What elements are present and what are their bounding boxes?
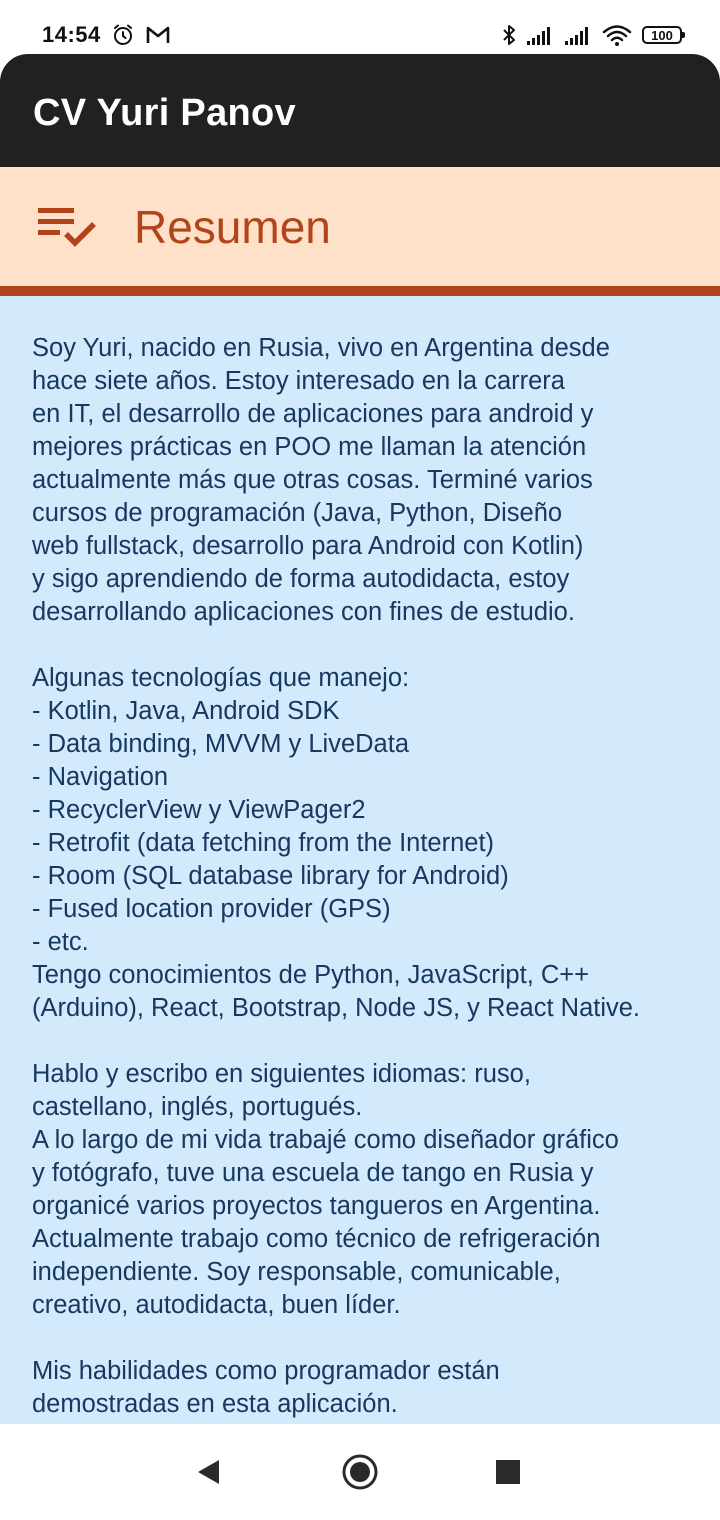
bluetooth-icon xyxy=(502,23,516,47)
app-title: CV Yuri Panov xyxy=(33,92,296,134)
home-icon xyxy=(341,1453,379,1491)
signal-icon xyxy=(526,24,554,46)
section-header xyxy=(0,167,720,286)
back-button[interactable] xyxy=(188,1452,228,1492)
back-icon xyxy=(195,1458,221,1486)
alarm-icon xyxy=(111,23,135,47)
playlist-check-icon xyxy=(36,204,98,250)
gmail-icon xyxy=(145,24,171,46)
summary-text: Soy Yuri, nacido en Rusia, vivo en Argentina desde hace siete años. Estoy interesado en la carrera en IT, el desarrollo de aplicaciones para android y mejores prácticas en POO me llaman la atención actualmente más que otras cosas. Terminé varios cursos de programación (Java, Python, Diseño web fullstack, desarrollo para Android con Kotlin) y sigo aprendiendo de forma autodidacta, estoy desarrollando aplicaciones con fines de estudio. Algunas tecnologías que manejo: - Kotlin, Java, Android SDK - Data binding, MVVM y LiveData - Navigation - RecyclerView y ViewPager2 - Retrofit (data fetching from the Internet) - Room (SQL database library for Android) - Fused location provider (GPS) - etc. Tengo conocimientos de Python, JavaScript, C++ (Arduino), React, Bootstrap, Node JS, y React Native. Hablo y escribo en siguientes idiomas: ruso, castellano, inglés, portugués. A lo largo de mi vida trabajé como diseñador gráfico y fotógrafo, tuve una escuela de tango en Rusia y organicé varios proyectos tangueros en Argentina. Actualmente trabajo como técnico de refrigeración independiente. Soy responsable, comunicable, creativo, autodidacta, buen líder. Mis habilidades como programador están demostradas en esta aplicación. xyxy=(32,334,641,1418)
recents-icon xyxy=(495,1459,521,1485)
status-left xyxy=(42,22,171,48)
navigation-bar xyxy=(0,1424,720,1520)
battery-icon xyxy=(642,26,682,44)
wifi-icon xyxy=(602,23,632,47)
status-time: 14:54 xyxy=(42,22,101,47)
app-bar xyxy=(0,54,720,167)
recents-button[interactable] xyxy=(488,1452,528,1492)
summary-content[interactable] xyxy=(0,296,720,1424)
home-button[interactable] xyxy=(340,1452,380,1492)
section-divider xyxy=(0,286,720,296)
signal-icon xyxy=(564,24,592,46)
battery-level: 100 xyxy=(651,27,673,43)
status-right xyxy=(502,23,682,47)
section-title: Resumen xyxy=(134,200,331,253)
